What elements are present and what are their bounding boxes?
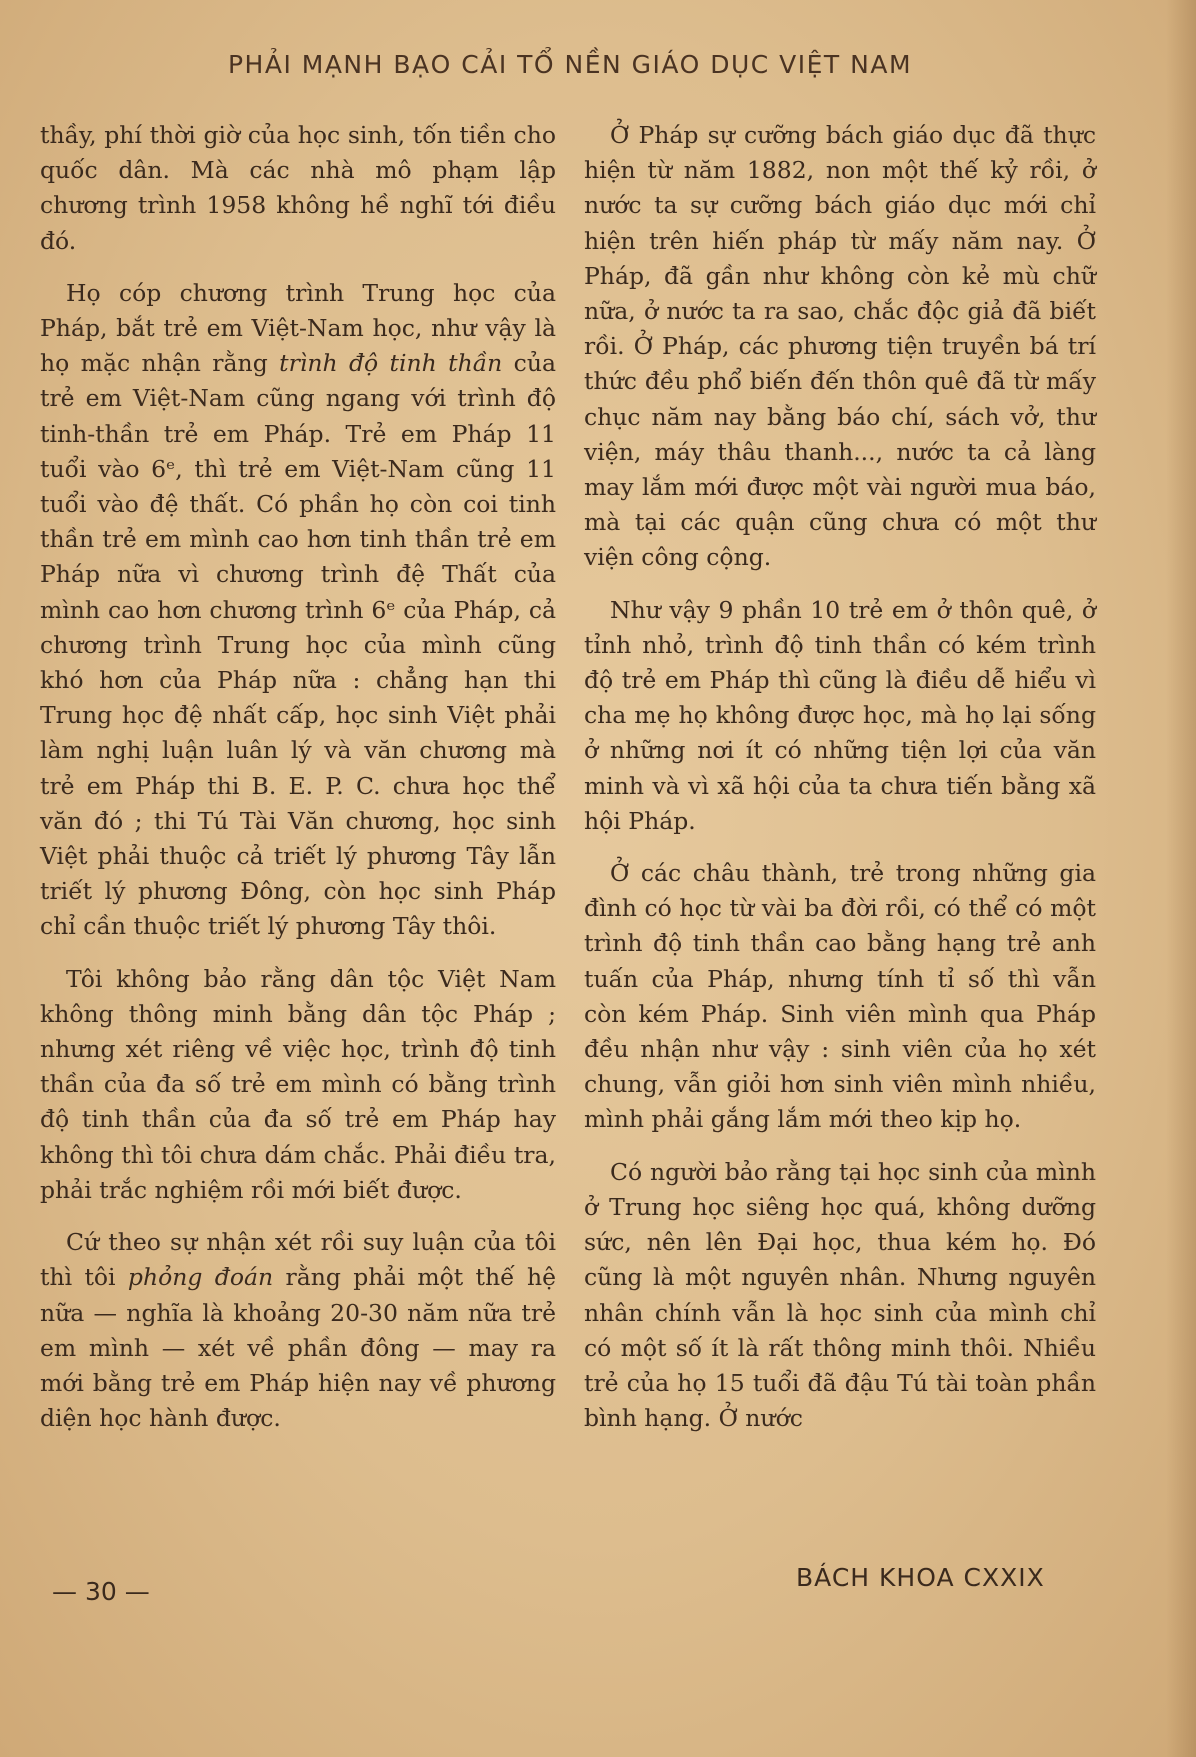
paragraph: thầy, phí thời giờ của học sinh, tốn tiền cho quốc dân. Mà các nhà mô phạm lập chương trình 1958 không hề nghĩ tới điều đó. [40, 121, 556, 255]
page-number: — 30 — [52, 1577, 150, 1606]
paragraph: Tôi không bảo rằng dân tộc Việt Nam không thông minh bằng dân tộc Pháp ; nhưng xét riêng về việc học, trình độ tinh thần của đa số trẻ em mình có bằng trình độ tinh thần của đa số trẻ em Pháp hay không thì tôi chưa dám chắc. Phải điều tra, phải trắc nghiệm rồi mới biết được. [40, 964, 556, 1204]
italic-phrase: phỏng đoán [127, 1263, 274, 1292]
italic-phrase: trình độ tinh thần [279, 349, 503, 378]
paragraph: Ở Pháp sự cưỡng bách giáo dục đã thực hiện từ năm 1882, non một thế kỷ rồi, ở nước ta sự cưỡng bách giáo dục mới chỉ hiện trên hiến pháp từ mấy năm nay. Ở Pháp, đã gần như không còn kẻ mù chữ nữa, ở nước ta ra sao, chắc độc giả đã biết rồi. Ở Pháp, các phương tiện truyền bá trí thức đều phổ biến đến thôn quê đã từ mấy chục năm nay bằng báo chí, sách vở, thư viện, máy thâu thanh..., nước ta cả làng may lắm mới được một vài người mua báo, mà tại các quận cũng chưa có một thư viện công cộng. [584, 121, 1096, 572]
publication-name: BÁCH KHOA CXXIX [796, 1563, 1045, 1592]
paragraph: Ở các châu thành, trẻ trong những gia đình có học từ vài ba đời rồi, có thể có một trình độ tinh thần cao bằng hạng trẻ anh tuấn của Pháp, nhưng tính tỉ số thì vẫn còn kém Pháp. Sinh viên mình qua Pháp đều nhận như vậy : sinh viên của họ xét chung, vẫn giỏi hơn sinh viên mình nhiều, mình phải gắng lắm mới theo kịp họ. [584, 859, 1096, 1134]
running-header: PHẢI MẠNH BẠO CẢI TỔ NỀN GIÁO DỤC VIỆT NAM [227, 50, 913, 79]
paragraph-text: của trẻ em Việt-Nam cũng ngang với trình độ tinh-thần trẻ em Pháp. Trẻ em Pháp 11 tuổi vào 6ᵉ, thì trẻ em Việt-Nam cũng 11 tuổi vào đệ thất. Có phần họ còn coi tinh thần trẻ em mình cao hơn tinh thần trẻ em Pháp nữa vì chương trình đệ Thất của mình cao hơn chương trình 6ᵉ của Pháp, cả chương trình Trung học của mình cũng khó hơn của Pháp nữa : chẳng hạn thi Trung học đệ nhất cấp, học sinh Việt phải làm nghị luận luân lý và văn chương mà trẻ em Pháp thi B. E. P. C. chưa học thể văn đó ; thi Tú Tài Văn chương, học sinh Việt phải thuộc cả triết lý phương Tây lẫn triết lý phương Đông, còn học sinh Pháp chỉ cần thuộc triết lý phương Tây thôi. [40, 349, 556, 941]
paragraph-text: Cứ theo sự nhận xét rồi suy luận của tôi thì tôi [40, 1228, 556, 1292]
paragraph: Có người bảo rằng tại học sinh của mình ở Trung học siêng học quá, không dưỡng sức, nên lên Đại học, thua kém họ. Đó cũng là một nguyên nhân. Nhưng nguyên nhân chính vẫn là học sinh của mình chỉ có một số ít là rất thông minh thôi. Nhiều trẻ của họ 15 tuổi đã đậu Tú tài toàn phần bình hạng. Ở nước [584, 1157, 1096, 1433]
paragraph-text: Họ cóp chương trình Trung học của Pháp, bắt trẻ em Việt-Nam học, như vậy là họ mặc nhận rằng [40, 278, 556, 378]
paragraph [40, 1225, 556, 1436]
left-column [40, 118, 556, 1453]
right-column [584, 118, 1096, 1453]
paragraph: Như vậy 9 phần 10 trẻ em ở thôn quê, ở tỉnh nhỏ, trình độ tinh thần có kém trình độ trẻ em Pháp thì cũng là điều dễ hiểu vì cha mẹ họ không được học, mà họ lại sống ở những nơi ít có những tiện lợi của văn minh và vì xã hội của ta chưa tiến bằng xã hội Pháp. [584, 595, 1096, 835]
paragraph [40, 276, 556, 945]
paragraph-text: rằng phải một thế hệ nữa — nghĩa là khoảng 20-30 năm nữa trẻ em mình — xét về phần đông — may ra mới bằng trẻ em Pháp hiện nay về phương diện học hành được. [40, 1263, 556, 1433]
